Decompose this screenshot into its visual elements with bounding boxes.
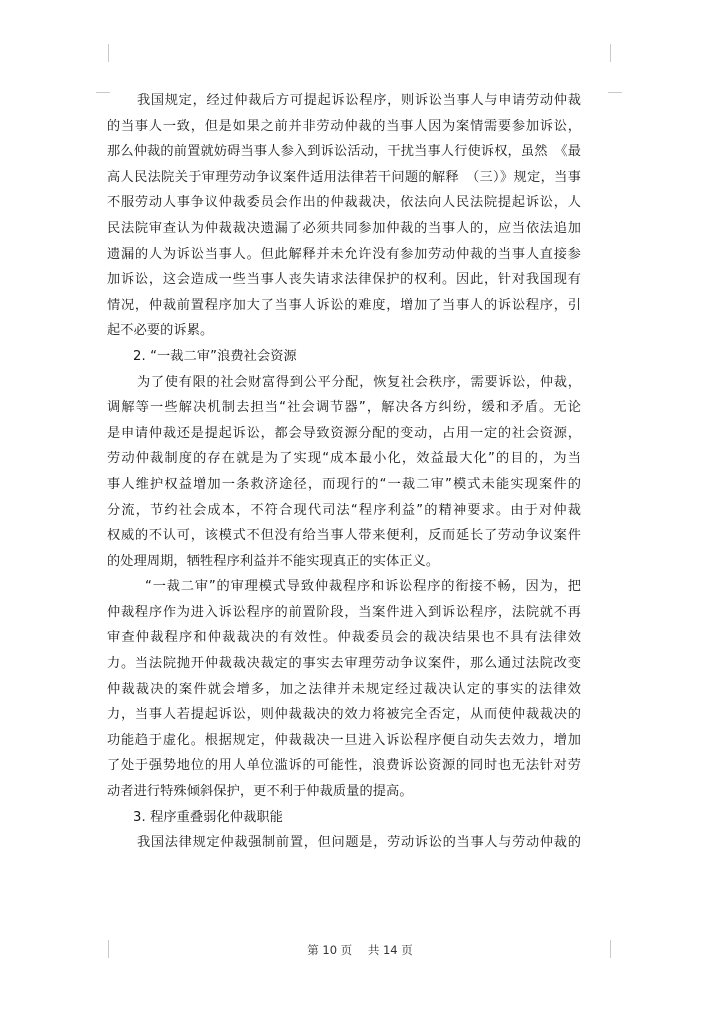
text-line: 审查仲裁程序和仲裁裁决的有效性。仲裁委员会的裁决结果也不具有法律效 bbox=[107, 630, 581, 646]
text-line: 力，当事人若提起诉讼，则仲裁裁决的效力将被完全否定，从而使仲裁裁决的 bbox=[107, 707, 581, 723]
text-line: 高人民法院关于审理劳动争议案件适用法律若干问题的解释 （三）》规定，当事 bbox=[107, 169, 581, 185]
text-line: 我国规定，经过仲裁后方可提起诉讼程序，则诉讼当事人与申请劳动仲裁 bbox=[137, 93, 581, 108]
text-line: 动者进行特殊倾斜保护，更不利于仲裁质量的提高。 bbox=[107, 784, 413, 800]
text-line: 那么仲裁的前置就妨碍当事人参入到诉讼活动，干扰当事人行使诉权，虽然 《最 bbox=[107, 144, 581, 160]
page-footer bbox=[0, 942, 720, 958]
text-line: 不服劳动人事争议仲裁委员会作出的仲裁裁决，依法向人民法院提起诉讼，人 bbox=[107, 195, 581, 211]
crop-mark bbox=[610, 44, 611, 62]
text-line: 力。当法院抛开仲裁裁决裁定的事实去审理劳动争议案件，那么通过法院改变 bbox=[107, 656, 581, 672]
text-line: 的处理周期，牺牲程序利益并不能实现真正的实体正义。 bbox=[107, 553, 440, 569]
text-line: 遗漏的人为诉讼当事人。但此解释并未允许没有参加劳动仲裁的当事人直接参 bbox=[107, 246, 581, 262]
text-line: 仲裁裁决的案件就会增多，加之法律并未规定经过裁决认定的事实的法律效 bbox=[107, 681, 581, 697]
text-line: 3. 程序重叠弱化仲裁职能 bbox=[133, 809, 283, 825]
page-total: 共 14 页 bbox=[367, 943, 413, 957]
text-line: 民法院审查认为仲裁裁决遗漏了必须共同参加仲裁的当事人的，应当依法追加 bbox=[107, 220, 581, 236]
text-line: 情况，仲裁前置程序加大了当事人诉讼的难度，增加了当事人的诉讼程序，引 bbox=[107, 297, 581, 313]
text-line: 的当事人一致，但是如果之前并非劳动仲裁的当事人因为案情需要参加诉讼， bbox=[107, 118, 581, 134]
text-line: “一裁二审”的审理模式导致仲裁程序和诉讼程序的衔接不畅，因为，把 bbox=[145, 579, 581, 595]
text-line: 权威的不认可，该模式不但没有给当事人带来便利，反而延长了劳动争议案件 bbox=[107, 528, 581, 544]
text-line: 起不必要的诉累。 bbox=[107, 323, 214, 339]
document-body bbox=[107, 88, 581, 856]
text-line: 劳动仲裁制度的存在就是为了实现“成本最小化，效益最大化”的目的，为当 bbox=[107, 451, 581, 467]
text-line: 加诉讼，这会造成一些当事人丧失请求法律保护的权利。因此，针对我国现有 bbox=[107, 272, 581, 288]
text-line: 了处于强势地位的用人单位滥诉的可能性，浪费诉讼资源的同时也无法针对劳 bbox=[107, 758, 581, 774]
text-line: 为了使有限的社会财富得到公平分配，恢复社会秩序，需要诉讼，仲裁， bbox=[137, 374, 581, 390]
text-line: 事人维护权益增加一条救济途径，而现行的“一裁二审”模式未能实现案件的 bbox=[107, 476, 581, 492]
crop-mark bbox=[608, 92, 622, 93]
text-line: 是申请仲裁还是提起诉讼，都会导致资源分配的变动，占用一定的社会资源， bbox=[107, 425, 581, 441]
text-line: 仲裁程序作为进入诉讼程序的前置阶段，当案件进入到诉讼程序，法院就不再 bbox=[107, 604, 581, 620]
text-line: 2. “一裁二审”浪费社会资源 bbox=[133, 348, 297, 364]
text-line: 调解等一些解决机制去担当“社会调节器”，解决各方纠纷，缓和矛盾。无论 bbox=[107, 400, 581, 416]
text-line: 分流，节约社会成本，不符合现代司法“程序利益”的精神要求。由于对仲裁 bbox=[107, 502, 581, 518]
text-line: 我国法律规定仲裁强制前置，但问题是，劳动诉讼的当事人与劳动仲裁的 bbox=[137, 835, 581, 851]
crop-mark bbox=[108, 44, 109, 62]
text-line: 功能趋于虚化。根据规定，仲裁裁决一旦进入诉讼程序便自动失去效力，增加 bbox=[107, 732, 581, 748]
page-number: 第 10 页 bbox=[307, 943, 353, 957]
